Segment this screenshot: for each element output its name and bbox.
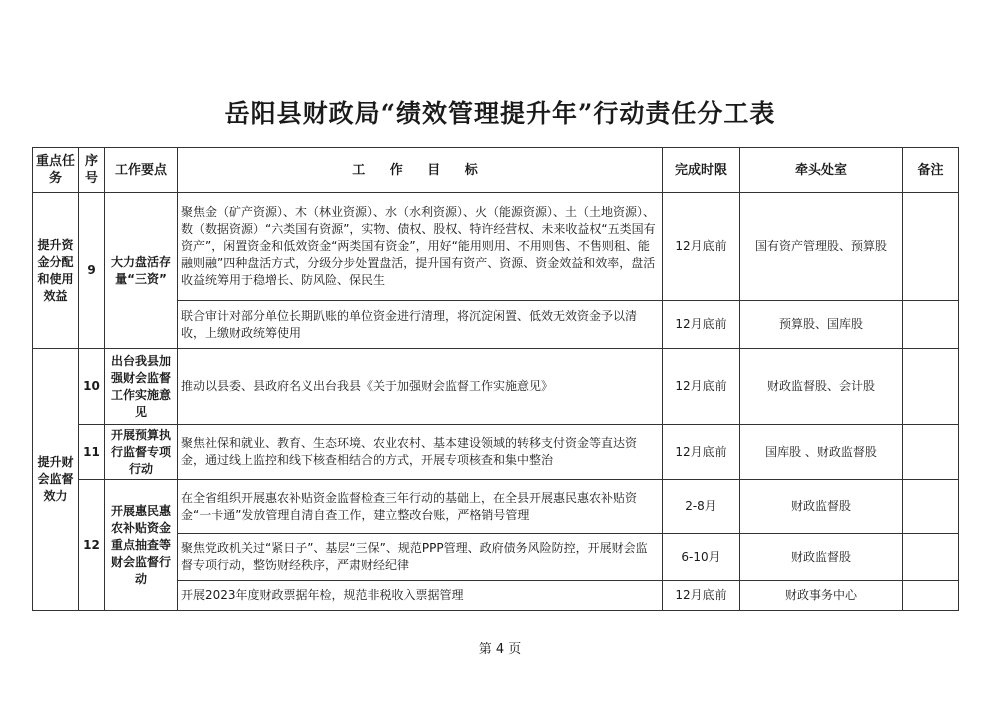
seq-cell: 9	[79, 193, 105, 349]
header-key-task: 重点任务	[33, 148, 79, 193]
seq-cell: 12	[79, 480, 105, 611]
note-cell	[903, 349, 959, 425]
header-seq: 序号	[79, 148, 105, 193]
goal-cell: 推动以县委、县政府名义出台我县《关于加强财会监督工作实施意见》	[178, 349, 663, 425]
goal-cell: 开展2023年度财政票据年检，规范非税收入票据管理	[178, 581, 663, 611]
deadline-cell: 2-8月	[663, 480, 740, 534]
table-row	[33, 425, 959, 480]
dept-cell: 财政事务中心	[740, 581, 903, 611]
goal-cell: 聚焦金（矿产资源）、木（林业资源）、水（水利资源）、火（能源资源）、土（土地资源）、数（数据资源）“六类国有资源”，实物、债权、股权、特许经营权、未来收益权“五类国有资产”，闲置资金和低效资金“两类国有资金”，用好“能用则用、不用则售、不售则租、能融则融”四种盘活方式，分级分步处置盘活，提升国有资产、资源、资金效益和效率，盘活收益统筹用于稳增长、防风险、保民生	[178, 193, 663, 301]
note-cell	[903, 425, 959, 480]
work-item-cell: 大力盘活存量“三资”	[105, 193, 178, 349]
goal-cell: 在全省组织开展惠农补贴资金监督检查三年行动的基础上，在全县开展惠民惠农补贴资金“一卡通”发放管理自清自查工作，建立整改台账，严格销号管理	[178, 480, 663, 534]
note-cell	[903, 301, 959, 349]
table-row	[33, 193, 959, 301]
deadline-cell: 12月底前	[663, 425, 740, 480]
note-cell	[903, 581, 959, 611]
key-task-cell: 提升财会监督效力	[33, 349, 79, 611]
deadline-cell: 6-10月	[663, 534, 740, 581]
deadline-cell: 12月底前	[663, 301, 740, 349]
table-row	[33, 480, 959, 534]
page-number: 第 4 页	[478, 642, 522, 657]
header-deadline: 完成时限	[663, 148, 740, 193]
header-row	[33, 148, 959, 193]
dept-cell: 财政监督股	[740, 480, 903, 534]
table-row	[33, 349, 959, 425]
seq-cell: 11	[79, 425, 105, 480]
goal-cell: 聚焦党政机关过“紧日子”、基层“三保”、规范PPP管理、政府债务风险防控，开展财会监督专项行动，整饬财经秩序，严肃财经纪律	[178, 534, 663, 581]
deadline-cell: 12月底前	[663, 193, 740, 301]
note-cell	[903, 193, 959, 301]
dept-cell: 国有资产管理股、预算股	[740, 193, 903, 301]
goal-cell: 联合审计对部分单位长期趴账的单位资金进行清理，将沉淀闲置、低效无效资金予以清收，上缴财政统筹使用	[178, 301, 663, 349]
note-cell	[903, 534, 959, 581]
work-item-cell: 出台我县加强财会监督工作实施意见	[105, 349, 178, 425]
note-cell	[903, 480, 959, 534]
work-item-cell: 开展惠民惠农补贴资金重点抽查等财会监督行动	[105, 480, 178, 611]
dept-cell: 国库股 、财政监督股	[740, 425, 903, 480]
header-work-item: 工作要点	[105, 148, 178, 193]
goal-cell: 聚焦社保和就业、教育、生态环境、农业农村、基本建设领域的转移支付资金等直达资金，通过线上监控和线下核查相结合的方式，开展专项核查和集中整治	[178, 425, 663, 480]
header-dept: 牵头处室	[740, 148, 903, 193]
header-note: 备注	[903, 148, 959, 193]
key-task-cell: 提升资金分配和使用效益	[33, 193, 79, 349]
responsibility-table	[32, 147, 959, 611]
dept-cell: 财政监督股、会计股	[740, 349, 903, 425]
deadline-cell: 12月底前	[663, 349, 740, 425]
work-item-cell: 开展预算执行监督专项行动	[105, 425, 178, 480]
seq-cell: 10	[79, 349, 105, 425]
document-title: 岳阳县财政局“绩效管理提升年”行动责任分工表	[224, 99, 776, 128]
deadline-cell: 12月底前	[663, 581, 740, 611]
dept-cell: 财政监督股	[740, 534, 903, 581]
header-goal: 工 作 目 标	[178, 148, 663, 193]
dept-cell: 预算股、国库股	[740, 301, 903, 349]
